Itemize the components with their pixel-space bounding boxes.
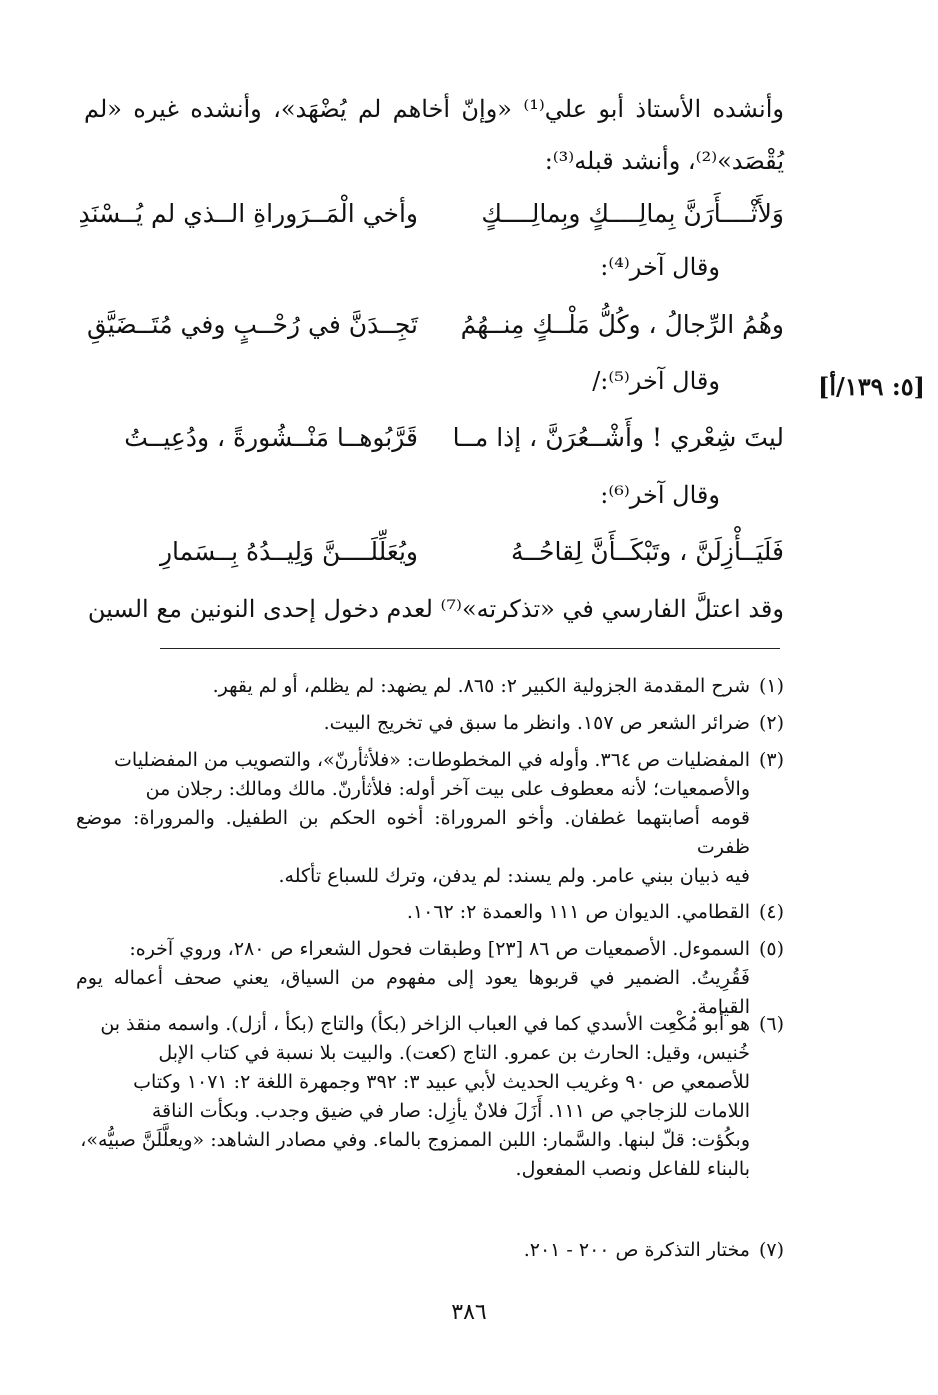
footnote-1	[76, 672, 784, 701]
footnote-text: المفضليات ص ٣٦٤. وأوله في المخطوطات: «فلأثأرنّ»، والتصويب من المفضليات	[114, 749, 750, 771]
verse-1-second-hemistich: وأخي الْمَــرَوراةِ الــذي لم يُــسْنَدِ	[78, 199, 418, 228]
footnote-text: خُنيس، وقيل: الحارث بن عمرو. التاج (كعت). والبيت بلا نسبة في كتاب الإبل	[158, 1042, 750, 1064]
footnote-text: شرح المقدمة الجزولية الكبير ٢: ٨٦٥. لم يضهد: لم يظلم، أو لم يقهر.	[212, 675, 750, 697]
verse-2-first-hemistich: وهُمُ الرِّجالُ ، وكُلُّ مَلْــكٍ مِنــهُمُ	[460, 310, 784, 339]
verse-4-first-hemistich: فَلَيَــأْزِلَنَّ ، وتَبْكَــأَنَّ لِقاحُــهُ	[510, 537, 784, 566]
text-line-1: وأنشده الأستاذ أبو علي⁽¹⁾ «وإنّ أخاهم لم يُضْهَد»، وأنشده غيره «لم	[84, 95, 784, 123]
footnote-5	[76, 935, 784, 1022]
verse-4-second-hemistich: ويُعَلِّلَــــنَّ وَلِيــدُهُ بِــسَمارِ	[159, 537, 418, 566]
manuscript-folio-reference: [٥: ١٣٩/أ]	[818, 372, 925, 401]
footnote-number: (٦)	[758, 1013, 784, 1035]
footnote-text: وبكُؤت: قلّ لبنها. والسَّمار: اللبن الممزوج بالماء. وفي مصادر الشاهد: «ويعلَّلَنَّ صبيُّه»،	[80, 1129, 750, 1151]
footnote-text: القطامي. الديوان ص ١١١ والعمدة ٢: ١٠٦٢.	[406, 901, 750, 923]
said-another-3: وقال آخر⁽⁶⁾:	[600, 481, 720, 509]
footnote-text: هو أبو مُكْعِت الأسدي كما في العباب الزاخر (بكأ) والتاج (بكأ ، أزل). واسمه منقذ بن	[100, 1013, 750, 1035]
footnote-text: اللامات للزجاجي ص ١١١. أَزَلَ فلانٌ يأزِل: صار في ضيق وجدب. وبكأت الناقة	[151, 1100, 750, 1122]
footnote-text: السموءل. الأصمعيات ص ٨٦ [٢٣] وطبقات فحول الشعراء ص ٢٨٠، وروي آخره:	[129, 938, 750, 960]
footnote-text: مختار التذكرة ص ٢٠٠ - ٢٠١.	[523, 1239, 750, 1261]
verse-2-second-hemistich: تَجِــدَنَّ في رُحْــبٍ وفي مُتَــضَيَّقِ	[86, 310, 418, 339]
footnote-number: (٣)	[758, 749, 784, 771]
footnote-number: (٤)	[758, 901, 784, 923]
footnote-text: والأصمعيات؛ لأنه معطوف على بيت آخر أوله: فلأثأرنّ. مالك ومالك: رجلان من	[145, 778, 750, 800]
footnote-text: فيه ذبيان ببني عامر. ولم يسند: لم يدفن، وترك للسباع تأكله.	[278, 865, 750, 887]
footnote-7	[76, 1236, 784, 1265]
footnote-text: بالبناء للفاعل ونصب المفعول.	[515, 1158, 750, 1180]
footnote-2	[76, 709, 784, 738]
footnote-text: قومه أصابتهما غطفان. وأخو المروراة: أخوه الحكم بن الطفيل. والمروراة: موضع ظفرت	[76, 807, 750, 858]
footnote-3	[76, 746, 784, 891]
said-another-1: وقال آخر⁽⁴⁾:	[600, 253, 720, 281]
footnote-number: (٥)	[758, 938, 784, 960]
said-another-2: وقال آخر⁽⁵⁾:/	[592, 367, 720, 395]
footnote-separator	[160, 648, 780, 649]
footnote-4	[76, 898, 784, 927]
footnote-text: للأصمعي ص ٩٠ وغريب الحديث لأبي عبيد ٣: ٣٩٢ وجمهرة اللغة ٢: ١٠٧١ وكتاب	[133, 1071, 750, 1093]
footnote-text: ضرائر الشعر ص ١٥٧. وانظر ما سبق في تخريج البيت.	[323, 712, 750, 734]
text-line-2: يُقْصَد»⁽²⁾، وأنشد قبله⁽³⁾:	[544, 147, 784, 175]
page-number: ٣٨٦	[451, 1300, 487, 1325]
footnote-number: (٧)	[758, 1239, 784, 1261]
footnote-number: (١)	[758, 675, 784, 697]
footnote-text: فَقُرِيتُ. الضمير في قربوها يعود إلى مفهوم من السياق، يعني صحف أعماله يوم القيامة.	[76, 967, 750, 1018]
verse-3-second-hemistich: قَرَّبُوهــا مَنْــشُورةً ، ودُعِيــتُ	[124, 423, 418, 452]
verse-3-first-hemistich: ليتَ شِعْري ! وأَشْــعُرَنَّ ، إذا مــا	[452, 423, 784, 452]
verse-1-first-hemistich: وَلأَثْــــأَرَنَّ بِمالِــــكٍ وبِمالِــــكٍ	[481, 199, 784, 228]
footnote-number: (٢)	[758, 712, 784, 734]
text-line-last: وقد اعتلَّ الفارسي في «تذكرته»⁽⁷⁾ لعدم دخول إحدى النونين مع السين	[87, 595, 784, 623]
footnote-6	[76, 1010, 784, 1184]
